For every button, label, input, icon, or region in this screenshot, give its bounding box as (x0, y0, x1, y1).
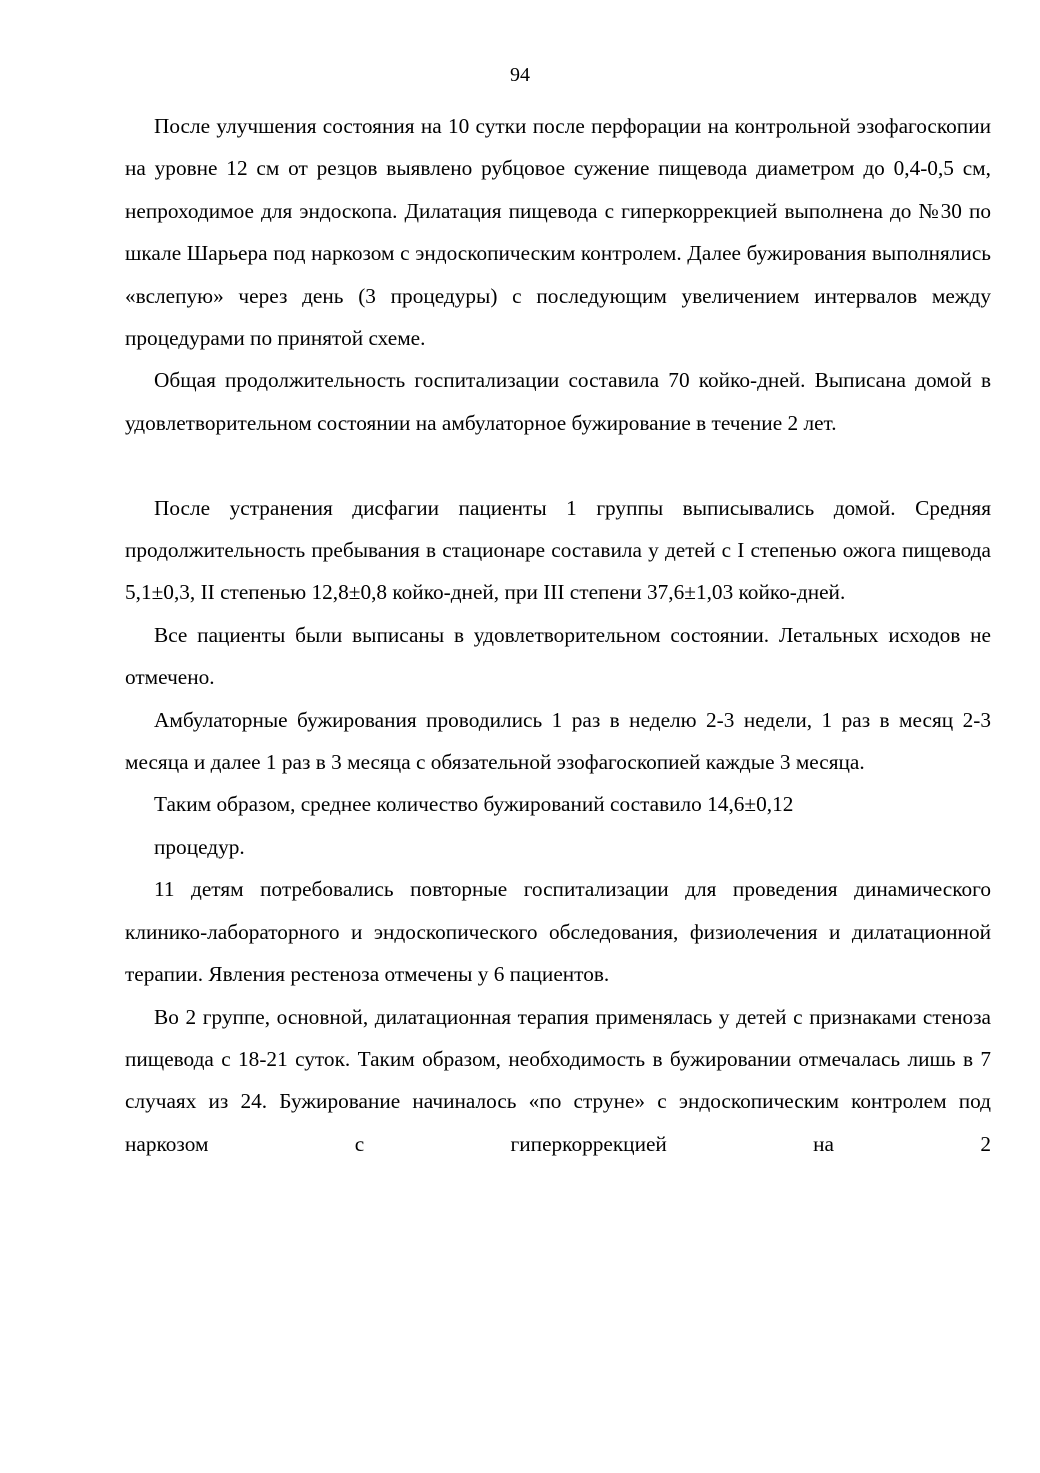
paragraph-procedures-word: процедур. (154, 834, 245, 859)
paragraph-hospitalization-duration: Общая продолжительность госпитализации составила 70 койко-дней. Выписана домой в удовлетворительном состоянии на амбулаторное бужирование в течение 2 лет. (125, 368, 991, 435)
paragraph-group1-discharge: После устранения дисфагии пациенты 1 группы выписывались домой. Средняя продолжительность пребывания в стационаре составила у детей с I степенью ожога пищевода 5,1±0,3, II степенью 12,8±0,8 койко-дней, при III степени 37,6±1,03 койко-дней. (125, 495, 991, 605)
document-body (125, 105, 991, 1165)
paragraph-repeat-hospitalizations: 11 детям потребовались повторные госпитализации для проведения динамического клинико-лабораторного и эндоскопического обследования, физиолечения и дилатационной терапии. Явления рестеноза отмечены у 6 пациентов. (125, 877, 991, 987)
paragraph-gap (125, 444, 991, 486)
paragraph-no-lethal-outcomes: Все пациенты были выписаны в удовлетворительном состоянии. Летальных исходов не отмечено. (125, 622, 991, 690)
paragraph-group2-dilation: Во 2 группе, основной, дилатационная терапия применялась у детей с признаками стеноза пищевода с 18-21 суток. Таким образом, необходимость в бужировании отмечалась лишь в 7 случаях из 24. Бужирование начиналось «по струне» с эндоскопическим контролем под наркозом с гиперкоррекцией на 2 (125, 1004, 991, 1156)
paragraph-ambulatory-bougienage: Амбулаторные бужирования проводились 1 раз в неделю 2-3 недели, 1 раз в месяц 2-3 месяца и далее 1 раз в 3 месяца с обязательной эзофагоскопией каждые 3 месяца. (125, 707, 991, 775)
page-number: 94 (510, 64, 530, 86)
paragraph-perforation-followup: После улучшения состояния на 10 сутки после перфорации на контрольной эзофагоскопии на уровне 12 см от резцов выявлено рубцовое сужение пищевода диаметром до 0,4-0,5 см, непроходимое для эндоскопа. Дилатация пищевода с гиперкоррекцией выполнена до №30 по шкале Шарьера под наркозом с эндоскопическим контролем. Далее бужирования выполнялись «вслепую» через день (3 процедуры) с последующим увеличением интервалов между процедурами по принятой схеме. (125, 114, 991, 351)
paragraph-average-bougienage-count: Таким образом, среднее количество бужирований составило 14,6±0,12 (154, 792, 794, 817)
